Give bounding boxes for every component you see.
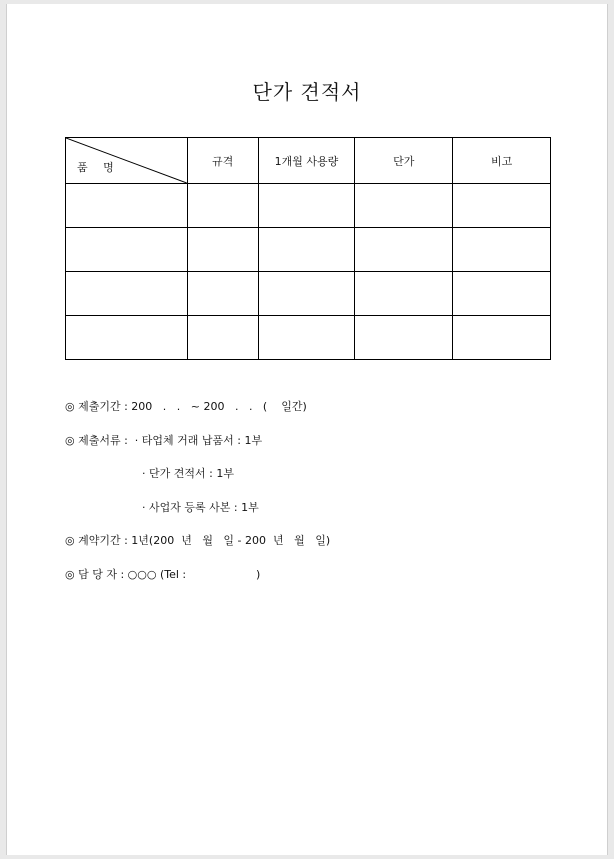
item-name-header-label: 품 명 xyxy=(77,161,114,174)
submission-document-item: · 사업자 등록 사본 : 1부 xyxy=(142,500,259,514)
contract-period: ◎ 계약기간 : 1년(200 년 월 일 - 200 년 월 일) xyxy=(65,534,331,547)
table-cell[interactable] xyxy=(66,184,188,228)
document-page xyxy=(6,4,608,855)
item-name-header xyxy=(66,138,188,184)
table-cell[interactable] xyxy=(453,272,551,316)
submission-documents: ◎ 제출서류 : · 타업체 거래 납품서 : 1부 xyxy=(65,433,263,447)
table-row xyxy=(66,184,551,228)
spec-header: 규격 xyxy=(187,138,258,184)
table-cell[interactable] xyxy=(66,272,188,316)
table-row xyxy=(66,272,551,316)
monthly-usage-header: 1개월 사용량 xyxy=(258,138,355,184)
unit-price-header: 단가 xyxy=(355,138,453,184)
table-cell[interactable] xyxy=(258,316,355,360)
table-row xyxy=(66,228,551,272)
info-section xyxy=(65,390,330,591)
table-row xyxy=(66,316,551,360)
table-cell[interactable] xyxy=(187,184,258,228)
estimate-table xyxy=(65,137,551,360)
table-cell[interactable] xyxy=(355,228,453,272)
table-header-row xyxy=(66,138,551,184)
table-cell[interactable] xyxy=(258,272,355,316)
contact-person: ◎ 담 당 자 : ○○○ (Tel : ) xyxy=(65,567,261,581)
table-cell[interactable] xyxy=(355,272,453,316)
table-cell[interactable] xyxy=(258,184,355,228)
table-cell[interactable] xyxy=(66,228,188,272)
table-cell[interactable] xyxy=(66,316,188,360)
table-cell[interactable] xyxy=(187,316,258,360)
table-cell[interactable] xyxy=(355,316,453,360)
table-cell[interactable] xyxy=(453,316,551,360)
remarks-header: 비고 xyxy=(453,138,551,184)
table-cell[interactable] xyxy=(453,184,551,228)
table-cell[interactable] xyxy=(453,228,551,272)
table-cell[interactable] xyxy=(187,272,258,316)
table-cell[interactable] xyxy=(355,184,453,228)
submission-period: ◎ 제출기간 : 200 . . ~ 200 . . ( 일간) xyxy=(65,400,307,413)
table-cell[interactable] xyxy=(187,228,258,272)
document-title: 단가 견적서 xyxy=(252,80,362,104)
submission-document-item: · 단가 견적서 : 1부 xyxy=(142,467,234,480)
table-cell[interactable] xyxy=(258,228,355,272)
